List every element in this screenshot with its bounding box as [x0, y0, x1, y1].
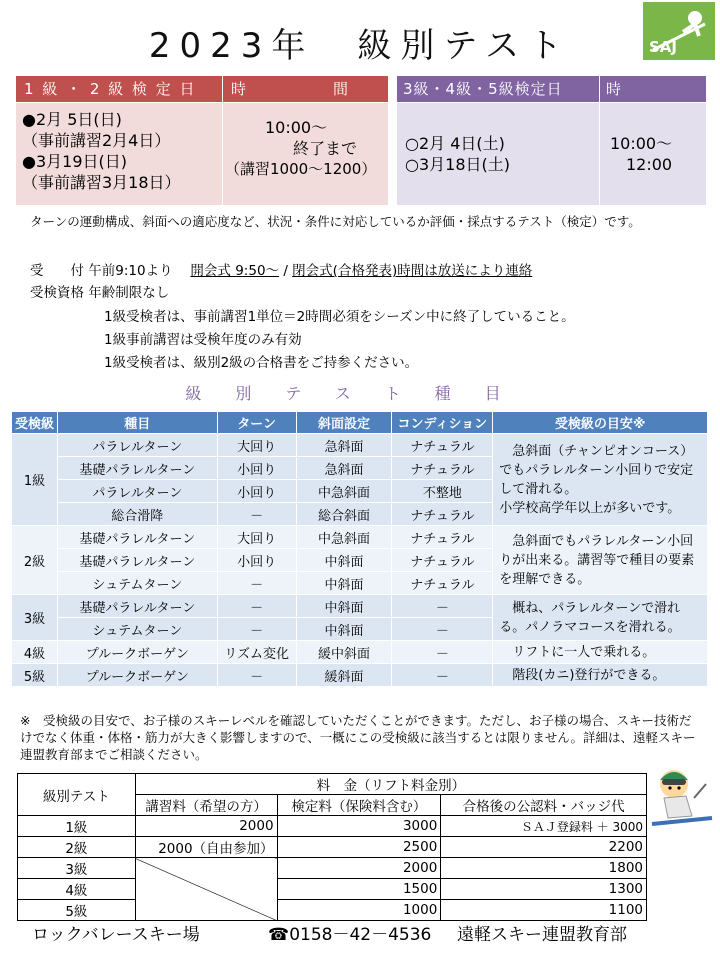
grade12-date-header: 1 級 ・ 2 級 検 定 日 — [16, 76, 222, 102]
eligibility-rule-2: 1級事前講習は受検年度のみ有効 — [104, 332, 302, 348]
level-row — [12, 664, 708, 687]
turn-cell: 大回り — [217, 526, 296, 549]
condition-cell: ナチュラル — [392, 549, 493, 572]
level-row — [12, 595, 708, 618]
event-cell: シュテムターン — [57, 572, 217, 595]
fee-level-cell: 4級 — [18, 879, 136, 900]
event-cell: 基礎パラレルターン — [57, 457, 217, 480]
footer-organization: 遠軽スキー連盟教育部 — [457, 925, 627, 945]
slope-cell: 急斜面 — [296, 457, 392, 480]
condition-cell: 不整地 — [392, 480, 493, 503]
turn-cell: － — [217, 618, 296, 641]
fee-row — [18, 837, 647, 858]
fee-level-cell: 2級 — [18, 837, 136, 858]
level-note: ※ 受検級の目安で、お子様のスキーレベルを確認していただくことができます。ただし、お子様の場合、スキー技術だけでなく体重・体格・筋力が大きく影響しますので、一概にこの受検級に該当するとは限りません。詳細は、遠軽スキー連盟教育部までご相談ください。 — [20, 713, 696, 762]
level-guide-cell: 急斜面（チャンピオンコース）でもパラレルターン小回りで安定して滑れる。 小学校高学年以上が多いです。 — [493, 434, 708, 526]
grade12-date-2-lesson: （事前講習3月18日） — [22, 173, 181, 192]
slope-cell: 中急斜面 — [296, 480, 392, 503]
level-guide-cell: リフトに一人で乗れる。 — [493, 641, 708, 664]
turn-cell: － — [217, 572, 296, 595]
page-title: 2023年 級別テスト — [148, 26, 572, 66]
condition-cell: ナチュラル — [392, 457, 493, 480]
fee-row — [18, 879, 647, 900]
header-event: 種目 — [57, 412, 217, 434]
condition-cell: － — [392, 664, 493, 687]
logo-text: SAJ — [649, 38, 677, 56]
level-cell: 5級 — [12, 664, 58, 687]
grade12-date-1-lesson: （事前講習2月4日） — [22, 131, 171, 150]
fee-lesson-cell: 2000 — [135, 816, 277, 837]
eligibility-text: 年齢制限なし — [88, 285, 170, 301]
turn-cell: － — [217, 503, 296, 526]
fee-lesson-empty-cell — [135, 858, 277, 921]
condition-cell: － — [392, 641, 493, 664]
fee-badge-cell: ＳＡＪ登録料 ＋ 3000 — [441, 816, 647, 837]
slope-cell: 中斜面 — [296, 572, 392, 595]
slope-cell: 中斜面 — [296, 595, 392, 618]
fee-level-cell: 3級 — [18, 858, 136, 879]
condition-cell: ナチュラル — [392, 526, 493, 549]
closing-ceremony: 閉会式(合格発表)時間は放送により連絡 — [292, 263, 533, 279]
fee-badge-cell: 1100 — [441, 900, 647, 921]
levels-table — [11, 411, 708, 687]
event-cell: シュテムターン — [57, 618, 217, 641]
grade345-date-header: 3級・4級・5級検定日 — [397, 76, 599, 102]
grade345-time-start: 10:00～ — [610, 134, 673, 153]
turn-cell: － — [217, 595, 296, 618]
fee-badge-cell: 2200 — [441, 837, 647, 858]
test-description: ターンの運動構成、斜面への適応度など、状況・条件に対応しているか評価・採点するテスト（検定）です。 — [30, 214, 641, 229]
event-cell: 基礎パラレルターン — [57, 526, 217, 549]
event-cell: パラレルターン — [57, 434, 217, 457]
fees-table — [17, 773, 647, 921]
turn-cell: 小回り — [217, 457, 296, 480]
grade12-date-1: ●2月 5日(日) — [22, 110, 122, 129]
footer-phone — [268, 920, 431, 945]
level-guide-cell: 概ね、パラレルターンで滑れる。パノラマコースを滑れる。 — [493, 595, 708, 641]
turn-cell: 大回り — [217, 434, 296, 457]
grade12-date-2: ●3月19日(日) — [22, 152, 127, 171]
fee-row — [18, 816, 647, 837]
slope-cell: 中急斜面 — [296, 526, 392, 549]
grade345-time-end: 12:00 — [626, 155, 673, 174]
slope-cell: 緩中斜面 — [296, 641, 392, 664]
fee-exam-cell: 3000 — [277, 816, 441, 837]
condition-cell: － — [392, 595, 493, 618]
header-level: 受検級 — [12, 412, 58, 434]
fee-exam-cell: 1500 — [277, 879, 441, 900]
reception-line — [30, 259, 532, 279]
grade345-time — [600, 103, 706, 205]
level-guide-cell: 急斜面でもパラレルターン小回りが出来る。講習等で種目の要素を理解できる。 — [493, 526, 708, 595]
slope-cell: 総合斜面 — [296, 503, 392, 526]
grade12-lesson-time: （講習1000～1200） — [225, 160, 377, 178]
turn-cell: リズム変化 — [217, 641, 296, 664]
level-row — [12, 641, 708, 664]
condition-cell: － — [392, 618, 493, 641]
event-cell: プルークボーゲン — [57, 664, 217, 687]
header-turn: ターン — [217, 412, 296, 434]
eligibility-rule-1: 1級受検者は、事前講習1単位＝2時間必須をシーズン中に終了していること。 — [104, 309, 575, 325]
fees-lesson-header: 講習料（希望の方） — [135, 795, 277, 816]
fee-exam-cell: 1000 — [277, 900, 441, 921]
fees-group-header: 料 金（リフト料金別） — [135, 774, 646, 795]
header-slope: 斜面設定 — [296, 412, 392, 434]
fee-lesson-cell: 2000（自由参加） — [135, 837, 277, 858]
slope-cell: 緩斜面 — [296, 664, 392, 687]
fees-level-header: 級別テスト — [18, 774, 136, 816]
fee-level-cell: 1級 — [18, 816, 136, 837]
eligibility-line — [30, 281, 169, 301]
fees-badge-header: 合格後の公認料・バッジ代 — [441, 795, 647, 816]
turn-cell: 小回り — [217, 480, 296, 503]
skier-mascot-icon — [646, 762, 716, 832]
slope-cell: 中斜面 — [296, 549, 392, 572]
level-cell: 3級 — [12, 595, 58, 641]
reception-time: 午前9:10より — [88, 263, 173, 279]
grade345-time-header: 時 — [600, 76, 706, 102]
header-condition: コンディション — [392, 412, 493, 434]
fees-exam-header: 検定料（保険料含む） — [277, 795, 441, 816]
level-cell: 1級 — [12, 434, 58, 526]
reception-separator: / — [279, 263, 293, 279]
level-guide-cell: 階段(カニ)登行ができる。 — [493, 664, 708, 687]
level-row — [12, 434, 708, 457]
condition-cell: ナチュラル — [392, 572, 493, 595]
slope-cell: 急斜面 — [296, 434, 392, 457]
event-cell: パラレルターン — [57, 480, 217, 503]
fee-row — [18, 900, 647, 921]
header-guide: 受検級の目安※ — [493, 412, 708, 434]
phone-icon: ☎ — [268, 925, 290, 945]
event-cell: 基礎パラレルターン — [57, 549, 217, 572]
event-cell: プルークボーゲン — [57, 641, 217, 664]
grade345-dates — [397, 103, 599, 205]
event-cell: 基礎パラレルターン — [57, 595, 217, 618]
slope-cell: 中斜面 — [296, 618, 392, 641]
level-row — [12, 526, 708, 549]
footer-venue: ロックバレースキー場 — [32, 925, 200, 945]
fee-badge-cell: 1300 — [441, 879, 647, 900]
turn-cell: － — [217, 664, 296, 687]
ski-logo-icon — [643, 2, 715, 60]
levels-table-header — [12, 412, 708, 434]
grade12-dates — [16, 103, 222, 205]
section-title: 級別テスト種目 — [185, 384, 535, 403]
condition-cell: ナチュラル — [392, 503, 493, 526]
event-cell: 総合滑降 — [57, 503, 217, 526]
eligibility-label: 受検資格 — [30, 285, 84, 301]
grade345-date-1: ○2月 4日(土) — [405, 134, 505, 153]
grade12-time-header: 時 間 — [223, 76, 388, 102]
eligibility-rule-3: 1級受検者は、級別2級の合格書をご持参ください。 — [104, 355, 419, 371]
grade12-time — [223, 103, 388, 205]
opening-ceremony: 開会式 9:50～ — [190, 263, 280, 279]
footer-phone-number: 0158－42－4536 — [289, 925, 432, 945]
grade12-time-start: 10:00～ — [265, 118, 328, 137]
turn-cell: 小回り — [217, 549, 296, 572]
grade12-time-end: 終了まで — [293, 139, 358, 158]
condition-cell: ナチュラル — [392, 434, 493, 457]
fee-row — [18, 858, 647, 879]
level-cell: 4級 — [12, 641, 58, 664]
grade345-date-2: ○3月18日(土) — [405, 155, 510, 174]
level-cell: 2級 — [12, 526, 58, 595]
fee-level-cell: 5級 — [18, 900, 136, 921]
fee-badge-cell: 1800 — [441, 858, 647, 879]
reception-label: 受 付 — [30, 263, 84, 279]
fee-exam-cell: 2000 — [277, 858, 441, 879]
fee-exam-cell: 2500 — [277, 837, 441, 858]
